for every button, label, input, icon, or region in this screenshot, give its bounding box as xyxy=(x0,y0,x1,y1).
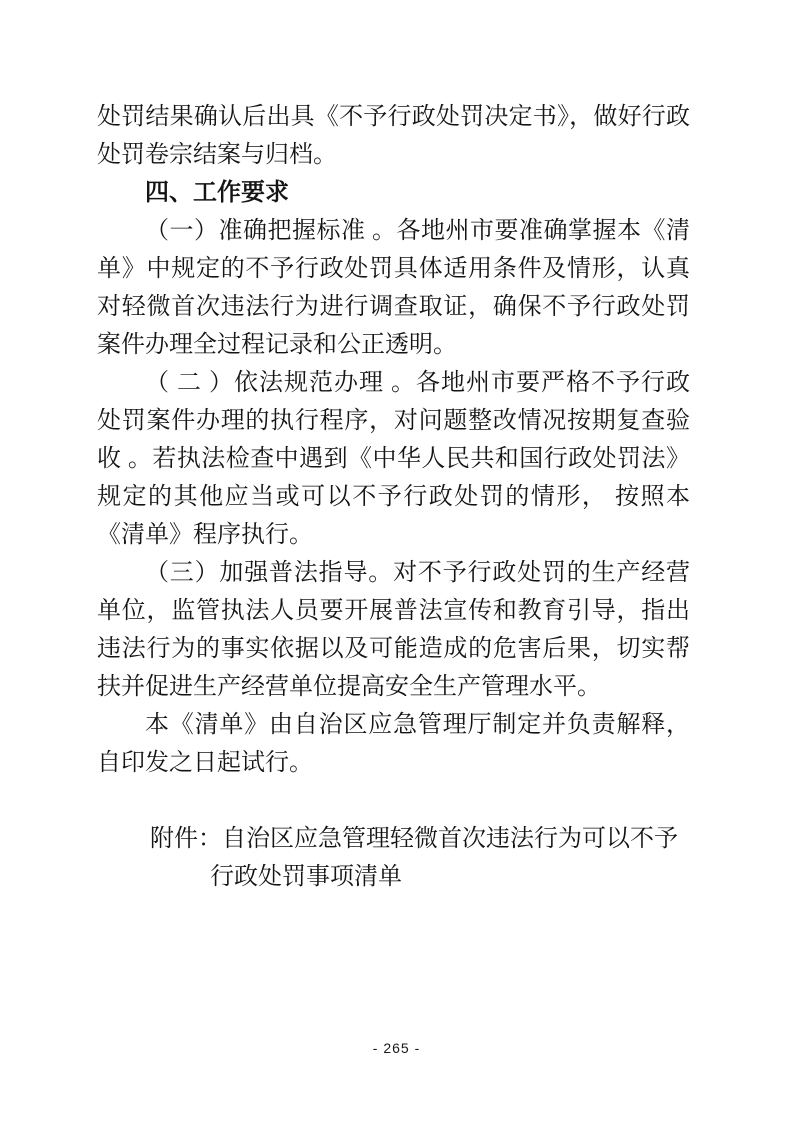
continuation-paragraph: 处罚结果确认后出具《不予行政处罚决定书》，做好行政处罚卷宗结案与归档。 xyxy=(97,104,690,168)
paragraph-text: 对不予行政处罚的生产经营单位，监管执法人员要开展普法宣传和教育引导，指出违法行为的事实依据以及可能造成的危害后果，切实帮扶并促进生产经营单位提高安全生产管理水平。 xyxy=(97,560,691,700)
paragraph-item-1 xyxy=(97,212,690,364)
paragraph-lead: （三）加强普法指导。 xyxy=(145,560,394,586)
document-body xyxy=(97,98,690,896)
closing-paragraph: 本《清单》由自治区应急管理厅制定并负责解释，自印发之日起试行。 xyxy=(97,712,690,776)
paragraph-lead: （ 二 ）依法规范办理 。 xyxy=(145,370,416,396)
paragraph-item-3 xyxy=(97,554,690,706)
paragraph-text: 各地州市要严格不予行政处罚案件办理的执行程序，对问题整改情况按期复查验收 。若执法检查中遇到《中华人民共和国行政处罚法》规定的其他应当或可以不予行政处罚的情形， 按照本《清单》程序执行。 xyxy=(97,370,690,548)
paragraph-lead: （一）准确把握标准 。 xyxy=(145,218,397,244)
attachment-title: 自治区应急管理轻微首次违法行为可以不予行政处罚事项清单 xyxy=(210,826,678,890)
section-heading: 四、工作要求 xyxy=(145,179,289,206)
paragraph-item-2 xyxy=(97,364,690,554)
attachment-label: 附件： xyxy=(150,826,222,852)
page-number: - 265 - xyxy=(372,1040,421,1056)
attachment-line xyxy=(97,820,690,896)
paragraph-text: 各地州市要准确掌握本《清单》中规定的不予行政处罚具体适用条件及情形，认真对轻微首次违法行为进行调查取证，确保不予行政处罚案件办理全过程记录和公正透明。 xyxy=(97,218,690,358)
